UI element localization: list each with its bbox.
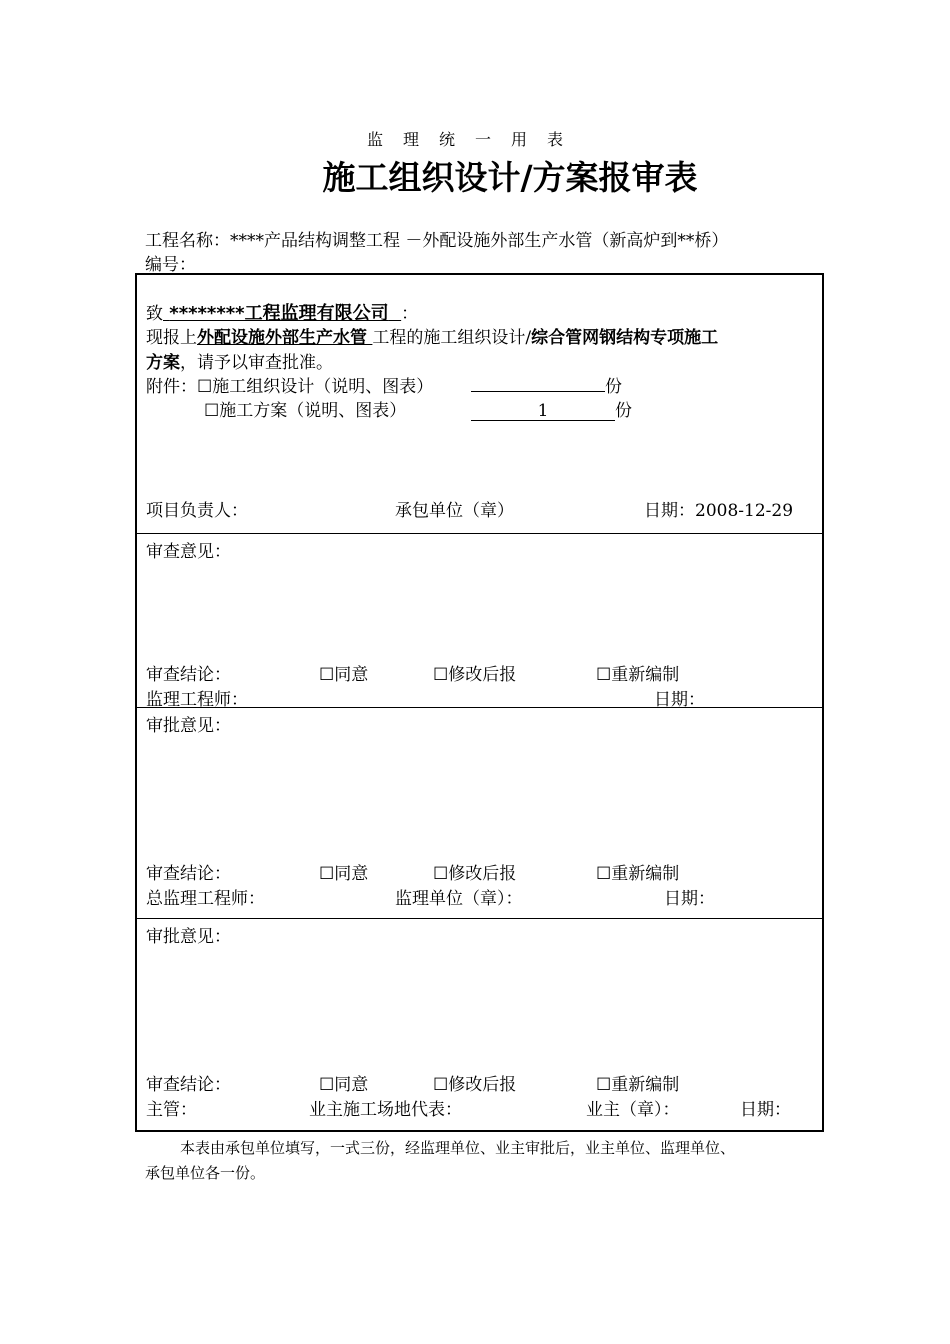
checkbox-construction-design[interactable]: ☐施工组织设计（说明、图表） [197,377,434,397]
supervision-company: ********工程监理有限公司 [169,303,389,324]
project-name-row [145,226,728,251]
attachment-label: 附件： [146,377,197,397]
contractor-seal-label: 承包单位（章） [395,501,514,521]
supervising-engineer-label: 监理工程师： [146,690,248,710]
scheme-name-part2: 方案 [146,353,180,373]
approval-date-label: 日期： [664,889,715,909]
owner-conclusion-label: 审查结论： [146,1075,231,1095]
submission-line-2: 方案，请予以审查批准。 [146,353,333,373]
to-suffix: ： [401,304,419,324]
checkbox-construction-scheme[interactable]: ☐施工方案（说明、图表） [204,401,407,421]
divider [137,707,822,708]
approval-redo-checkbox[interactable]: ☐重新编制 [596,864,680,884]
review-redo-checkbox[interactable]: ☐重新编制 [596,665,680,685]
attachment-count-2: 1 份 [471,396,632,421]
form-category: 监理统一用表 [366,130,583,149]
count-field-design[interactable] [471,373,605,392]
scheme-name-part1: 综合管网钢结构专项施工 [531,328,719,348]
owner-revise-checkbox[interactable]: ☐修改后报 [433,1075,517,1095]
submission-date: 日期：2008-12-29 [644,501,794,521]
approval-form [135,273,824,1132]
page-title: 施工组织设计/方案报审表 [322,158,698,197]
submission-date-value: 2008-12-29 [695,501,794,521]
addressee-row [146,299,418,325]
attachment-count-1: 份 [471,372,622,397]
attachment-row-1 [146,372,433,397]
review-revise-checkbox[interactable]: ☐修改后报 [433,665,517,685]
divider [137,918,822,919]
divider [137,533,822,534]
project-manager-label: 项目负责人： [146,501,248,521]
chief-engineer-label: 总监理工程师： [146,889,265,909]
project-label: 工程名称： [145,231,230,251]
approval-revise-checkbox[interactable]: ☐修改后报 [433,864,517,884]
review-opinion-label: 审查意见： [146,542,231,562]
owner-seal-label: 业主（章）： [586,1100,680,1120]
owner-date-label: 日期： [740,1100,791,1120]
supervisor-label: 主管： [146,1100,197,1120]
review-agree-checkbox[interactable]: ☐同意 [319,665,369,685]
owner-agree-checkbox[interactable]: ☐同意 [319,1075,369,1095]
approval-conclusion-label: 审查结论： [146,864,231,884]
footer-note-line-2: 承包单位各一份。 [145,1164,266,1182]
count-field-scheme[interactable]: 1 [471,402,615,421]
number-label: 编号： [145,255,196,275]
footer-note-line-1: 本表由承包单位填写，一式三份，经监理单位、业主审批后，业主单位、监理单位、 [180,1139,736,1157]
approval-agree-checkbox[interactable]: ☐同意 [319,864,369,884]
submission-line-1: 现报上外配设施外部生产水管 工程的施工组织设计/综合管网钢结构专项施工 [146,328,719,348]
review-date-label: 日期： [654,690,705,710]
owner-site-rep-label: 业主施工场地代表： [309,1100,462,1120]
project-name: ****产品结构调整工程 －外配设施外部生产水管（新高炉到**桥） [230,231,729,251]
review-conclusion-label: 审查结论： [146,665,231,685]
supervision-seal-label: 监理单位（章）： [395,889,523,909]
approval-opinion-label: 审批意见： [146,716,231,736]
owner-opinion-label: 审批意见： [146,927,231,947]
to-prefix: 致 [146,304,163,324]
owner-redo-checkbox[interactable]: ☐重新编制 [596,1075,680,1095]
submitted-project: 外配设施外部生产水管 [197,328,367,348]
